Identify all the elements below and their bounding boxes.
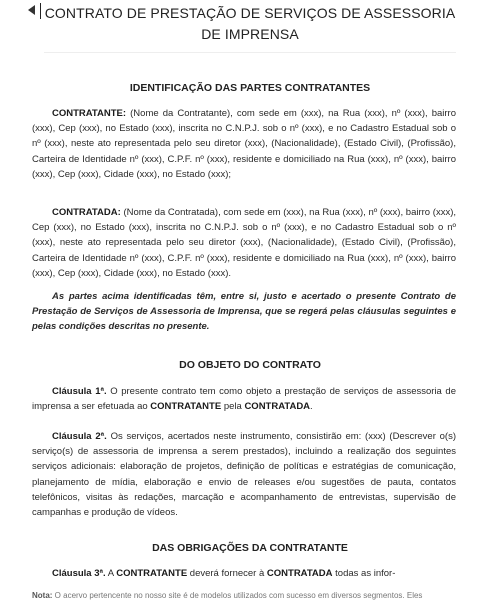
text-cursor — [40, 3, 41, 19]
clausula-3-contratante: CONTRATANTE — [116, 568, 188, 579]
clausula-3-text: A — [105, 568, 117, 579]
paragraph-clausula-1 — [32, 384, 456, 414]
clausula-1-text-c: . — [310, 401, 313, 413]
clausula-3-text-c: todas as infor- — [332, 568, 396, 579]
section-heading-obrigacoes: DAS OBRIGAÇÕES DA CONTRATANTE — [152, 542, 348, 554]
clausula-3-text-b: deverá fornecer à — [187, 568, 267, 579]
section-heading-objeto: DO OBJETO DO CONTRATO — [179, 359, 321, 371]
title-divider — [44, 52, 456, 53]
note-text: O acervo pertencente no nosso site é de modelos utilizados com sucesso em diversos segmentos. Eles — [52, 591, 423, 600]
clausula-1-contratada: CONTRATADA — [244, 401, 311, 413]
caret-left-icon[interactable] — [28, 5, 35, 15]
clausula-2-text: Os serviços, acertados neste instrumento, consistirão em: (xxx) (Descrever o(s) serviço(s) de assessoria de imprensa a serem prestados), incluindo a realização dos seguintes serviços adicionais: elaboração de projetos, definição de políticas e estratégias de comunicação, planejamento de mídia, elaboração e envio de releases e/ou sugestões de pauta, contatos telefônicos, visitas às redações, marcação e acompanhamento de entrevistas, supervisão de campanhas e produção de vídeos. — [32, 431, 456, 519]
clausula-1-text-b: pela — [221, 401, 245, 413]
section-heading-identificacao: IDENTIFICAÇÃO DAS PARTES CONTRATANTES — [129, 82, 371, 94]
contratada-label: CONTRATADA: — [52, 207, 121, 218]
contratante-text: (Nome da Contratante), com sede em (xxx), na Rua (xxx), nº (xxx), bairro (xxx), Cep (xxx), no Estado (xxx), inscrita no C.N.P.J. sob o nº (xxx), e no Cadastro Estadual sob o nº (xxx), neste ato representada pelo seu diretor (xxx), (Nacionalidade), (Estado Civil), (Profissão), Carteira de Identidade nº (xxx), C.P.F. nº (xxx), residente e domiciliado na Rua (xxx), nº (xxx), bairro (xxx), Cep (xxx), Cidade (xxx), no Estado (xxx); — [32, 108, 456, 180]
clausula-3-contratada: CONTRATADA — [266, 568, 333, 579]
paragraph-contratante — [32, 106, 456, 182]
clausula-1-contratante: CONTRATANTE — [150, 401, 222, 413]
contratada-text: (Nome da Contratada), com sede em (xxx), na Rua (xxx), nº (xxx), bairro (xxx), Cep (xxx), no Estado (xxx), inscrita no C.N.P.J. sob o nº (xxx), e no Cadastro Estadual sob o nº (xxx), neste ato representada pelo seu diretor (xxx), (Nacionalidade), (Estado Civil), (Profissão), Carteira de Identidade nº (xxx), C.P.F. nº (xxx), residente e domiciliado na Rua (xxx), nº (xxx), bairro (xxx), Cep (xxx), Cidade (xxx), no Estado (xxx). — [32, 207, 456, 279]
clausula-1-label: Cláusula 1ª. — [52, 386, 107, 397]
note-label: Nota: — [32, 591, 53, 600]
contratante-label: CONTRATANTE: — [52, 108, 127, 119]
paragraph-preamble: As partes acima identificadas têm, entre si, justo e acertado o presente Contrato de Prestação de Serviços de Assessoria de Imprensa, que se regerá pelas cláusulas seguintes e pelas condições descritas no presente. — [32, 291, 456, 333]
clausula-1-text: O presente contrato tem como objeto a prestação de serviços de assessoria de imprensa a ser efetuada ao — [32, 386, 456, 413]
document-title: CONTRATO DE PRESTAÇÃO DE SERVIÇOS DE ASSESSORIA DE IMPRENSA — [44, 5, 456, 42]
clausula-3-label: Cláusula 3ª. — [52, 568, 106, 579]
paragraph-clausula-3 — [32, 566, 456, 581]
clausula-2-label: Cláusula 2ª. — [52, 431, 107, 442]
paragraph-contratada — [32, 205, 456, 281]
paragraph-clausula-2 — [32, 429, 456, 520]
